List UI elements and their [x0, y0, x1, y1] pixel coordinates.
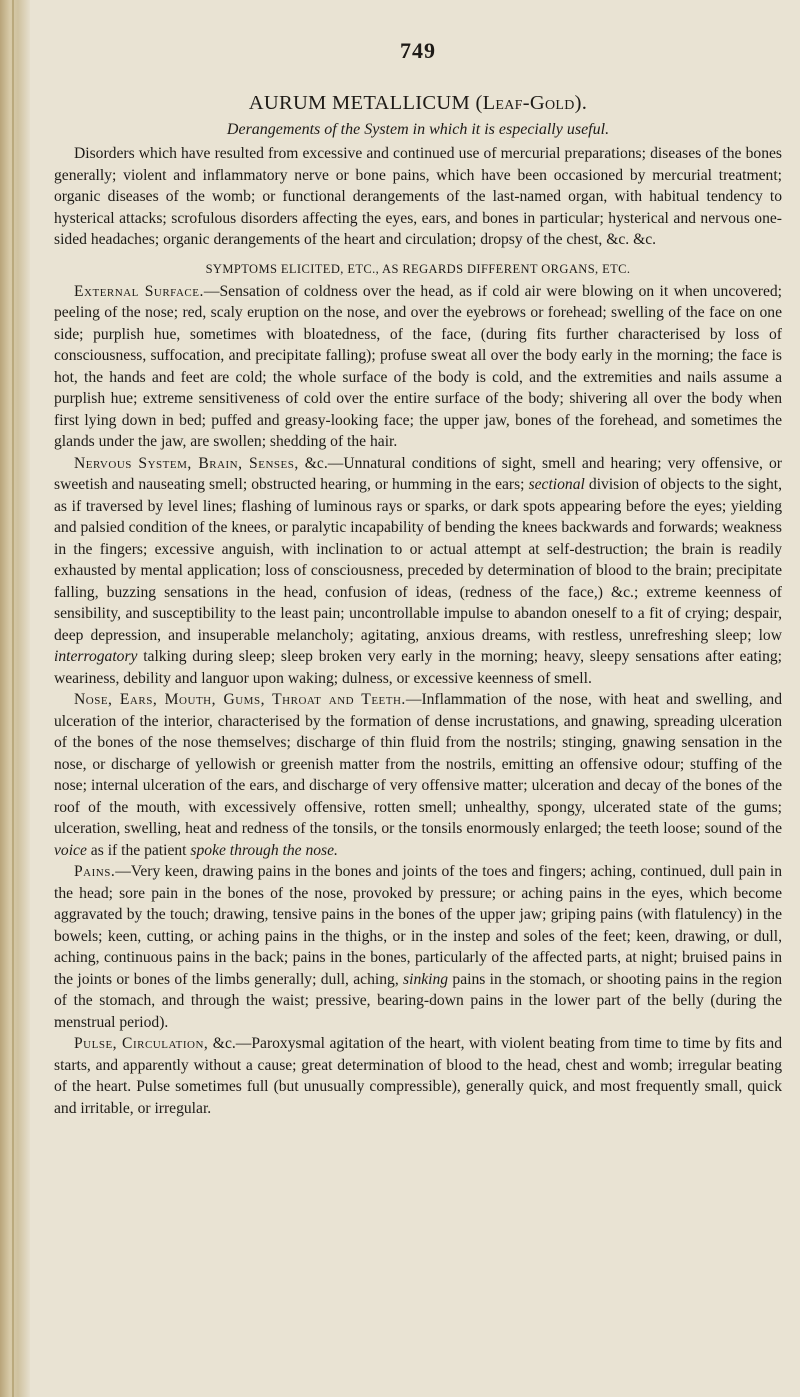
text-pulse-circulation: &c.—Paroxysmal agitation of the heart, with violent beating from time to time by fits and starts, and apparently without a cause; great determination of blood to the head, chest and womb; irregular beating of the heart. Pulse sometimes full (but unusually compressible), generally quick, and most frequently small, quick and irritable, or irregular.	[54, 1035, 783, 1117]
heading-pulse-circulation: Pulse, Circulation,	[74, 1035, 209, 1052]
text-nervous-system-1: &c.—Unnatural conditions of sight, smell and hearing; very offensive, or sweetish and nauseating smell; obstructed hearing, or humming in the ears;	[54, 454, 782, 493]
book-page	[54, 38, 782, 1119]
text-external-surface: —Sensation of coldness over the head, as if cold air were blowing on it when uncovered; peeling of the nose; red, scaly eruption on the nose, and over the eyebrows or forehead; swelling of the face on one side; purplish hue, sometimes with bloatedness, of the face, (during fits further characterised by loss of consciousness, suffocation, and precipitate falling); profuse sweat all over the body early in the morning; the face is hot, the hands and feet are cold; the whole surface of the body is cold, and the extremities and nails assume a purplish hue; extreme sensitiveness of cold over the entire surface of the body; shivering all over the body when first lying down in bed; puffed and greasy-looking face; the upper jaw, bones of the forehead, and sometimes the glands under the jaw, are swollen; shedding of the hair.	[54, 282, 783, 450]
paragraph-nervous-system	[54, 453, 782, 690]
italic-sectional: sectional	[528, 476, 585, 493]
italic-interrogatory: interrogatory	[54, 648, 138, 665]
intro-paragraph: Disorders which have resulted from excessive and continued use of mercurial preparations; diseases of the bones generally; violent and inflammatory nerve or bone pains, which have been occasioned by mercurial treatment; organic diseases of the womb; or functional derangements of the last-named organ, with habitual tendency to hysterical attacks; scrofulous disorders affecting the eyes, ears, and bones in particular; hysterical and nervous one-sided headaches; organic derangements of the heart and circulation; dropsy of the chest, &c. &c.	[54, 145, 782, 248]
paragraph-pains	[54, 861, 782, 1033]
book-binding-edge	[0, 0, 30, 1397]
heading-external-surface: External Surface.	[74, 282, 204, 300]
text-nervous-system-2: division of objects to the sight, as if traversed by level lines; flashing of luminous rays or sparks, or dark spots appearing before the eyes; yielding and palsied condition of the knees, or paralytic incapability of bending the knees backwards and forwards; weakness in the fingers; excessive anguish, with inclination to or actual attempt at self-destruction; the brain is readily exhausted by mental application; loss of consciousness, preceded by determination of blood to the brain; precipitate falling, buzzing sensations in the head, confusion of ideas, (redness of the face,) &c.; extreme keenness of sensibility, and susceptibility to the least pain; uncontrollable impulse to abandon oneself to a fit of crying; despair, deep depression, and insuperable melancholy; agitating, anxious dreams, with restless, unrefreshing sleep; low	[54, 476, 782, 644]
italic-voice: voice	[54, 841, 87, 859]
section-heading: SYMPTOMS ELICITED, ETC., AS REGARDS DIFFERENT ORGANS, ETC.	[205, 261, 631, 276]
text-pains-1: —Very keen, drawing pains in the bones and joints of the toes and fingers; aching, continued, dull pain in the head; sore pain in the bones of the nose, provoked by pressure; or aching pains in the eyes, which become aggravated by the touch; drawing, tensive pains in the bones of the upper jaw; griping pains (with flatulency) in the bowels; keen, cutting, or aching pains in the thighs, or in the instep and soles of the feet; keen, drawing, or dull, aching, continuous pains in the back; pains in the bones, particularly of the affected parts, at night; bruised pains in the joints or bones of the limbs generally; dull, aching,	[54, 863, 782, 988]
binding-line	[12, 0, 14, 1397]
paragraph-nose-ears-mouth	[54, 689, 782, 861]
italic-spoke-through-nose: spoke through the nose.	[190, 841, 338, 859]
italic-sinking: sinking	[403, 970, 449, 988]
title-main: AURUM METALLICUM	[248, 92, 471, 114]
title-paren: (Leaf-Gold).	[475, 92, 588, 114]
text-pains-2: pains in the stomach, or shooting pains in the region of the stomach, and through the waist; pressive, bearing-down pains in the lower part of the belly (during the menstrual period).	[54, 970, 782, 1031]
text-nose-2: as if the patient	[86, 841, 191, 859]
heading-nervous-system: Nervous System, Brain, Senses,	[74, 454, 299, 472]
paragraph-pulse-circulation	[54, 1033, 782, 1119]
text-nose-1: —Inflammation of the nose, with heat and swelling, and ulceration of the interior, characterised by the formation of dense incrustations, and gnawing, spreading ulceration of the bones of the nose themselves; discharge of thin fluid from the nostrils; stinging, gnawing sensation in the nose, or discharge of yellowish or greenish matter from the nostrils, emitting an offensive odour; stuffing of the nose; internal ulceration of the ears, and discharge of very offensive matter; ulceration and decay of the bones of the roof of the mouth, with excessively offensive, rotten smell; unhealthy, spongy, ulcerated state of the gums; ulceration, swelling, heat and redness of the tonsils, or the tonsils enormously enlarged; the teeth loose; sound of the	[54, 691, 782, 837]
page-title	[54, 92, 782, 115]
page-number: 749	[400, 38, 436, 63]
text-nervous-system-3: talking during sleep; sleep broken very early in the morning; heavy, sleepy sensations after eating; weariness, debility and languor upon waking; dulness, or excessive keenness of smell.	[54, 648, 782, 687]
heading-nose-ears-mouth: Nose, Ears, Mouth, Gums, Throat and Teeth.	[74, 691, 406, 708]
page-subtitle: Derangements of the System in which it is especially useful.	[226, 121, 610, 138]
paragraph-external-surface	[54, 281, 782, 453]
heading-pains: Pains.	[74, 863, 116, 880]
